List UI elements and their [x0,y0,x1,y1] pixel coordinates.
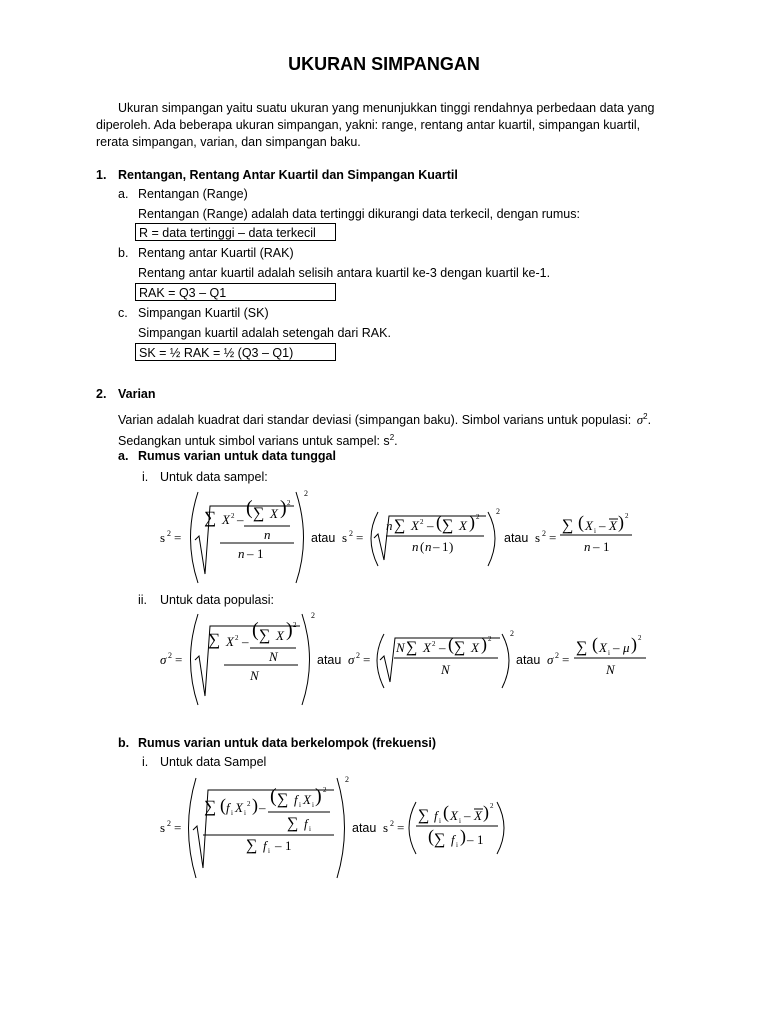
svg-text:i: i [231,809,233,817]
svg-text:atau: atau [504,531,529,545]
svg-text:): ) [618,512,624,532]
page-title: UKURAN SIMPANGAN [288,54,480,74]
svg-text:–: – [242,634,249,649]
svg-text:–: – [439,640,446,655]
svg-text:i: i [439,817,441,825]
svg-text:(: ( [220,795,226,815]
svg-text:2: 2 [235,634,239,642]
svg-text:N: N [606,662,615,677]
svg-text:∑: ∑ [277,791,289,808]
section2-heading: Varian [118,387,156,401]
svg-text:(: ( [420,539,425,554]
svg-text:2: 2 [167,529,171,538]
sub-a-ii-numeral: ii. [138,593,148,607]
formula-population-variance [0,608,768,708]
svg-text:i: i [244,809,246,817]
item-b-letter: b. [118,246,129,260]
svg-text:∑: ∑ [287,815,299,832]
svg-text:i: i [299,801,301,809]
svg-text:X: X [471,640,479,655]
item-c-letter: c. [118,306,128,320]
svg-text:2: 2 [625,512,629,520]
svg-text:=: = [549,530,557,545]
sub-b-letter: b. [118,736,130,750]
svg-text:2: 2 [167,819,171,828]
item-c-desc: Simpangan kuartil adalah setengah dari RAK. [138,326,391,340]
svg-text:X: X [270,506,278,521]
svg-text:2: 2 [231,512,235,520]
svg-text:2: 2 [555,651,559,660]
svg-text:X: X [585,518,593,533]
item-c-title: Simpangan Kuartil (SK) [138,306,269,320]
svg-text:2: 2 [542,529,546,538]
formula-grouped-sample-variance [0,772,768,882]
svg-text:∑: ∑ [434,831,446,848]
svg-text:s: s [535,530,541,545]
rak-formula-box: RAK = Q3 – Q1 [135,283,336,301]
svg-text:2: 2 [490,802,494,810]
svg-text:=: = [175,652,183,667]
svg-text:(: ( [443,802,449,822]
svg-text:X: X [411,518,419,533]
svg-text:X: X [222,512,230,527]
svg-text:N: N [396,640,405,655]
svg-text:1: 1 [477,832,484,847]
item-b-desc: Rentang antar kuartil adalah selisih antara kuartil ke-3 dengan kuartil ke-1. [138,266,551,280]
svg-text:n: n [584,539,591,554]
svg-text:): ) [252,795,258,815]
svg-text:f: f [263,838,267,853]
svg-text:–: – [247,546,254,561]
sub-a-i-numeral: i. [142,470,149,484]
svg-text:atau: atau [516,653,541,667]
svg-text:X: X [423,640,431,655]
intro-line-3: rerata simpangan, varian, dan simpangan baku. [96,135,361,149]
svg-text:i: i [268,847,270,855]
svg-text:(: ( [428,826,434,846]
svg-text:2: 2 [293,621,297,629]
section1-number: 1. [96,168,107,182]
svg-text:s: s [383,820,389,835]
intro-line-1: Ukuran simpangan yaitu suatu ukuran yang menunjukkan tinggi rendahnya perbedaan data yang [118,101,655,115]
svg-text:1: 1 [285,838,292,853]
svg-text:2: 2 [345,775,349,784]
svg-text:(: ( [592,634,598,654]
svg-text:1: 1 [442,539,449,554]
svg-text:–: – [593,539,600,554]
sub-a-i-label: Untuk data sampel: [160,470,268,484]
svg-text:X: X [276,628,284,643]
svg-text:X: X [459,518,467,533]
svg-text:2: 2 [496,507,500,516]
svg-text:i: i [312,801,314,809]
svg-text:atau: atau [311,531,336,545]
svg-text:2: 2 [323,786,327,794]
svg-text:1: 1 [603,539,610,554]
svg-text:N: N [250,668,259,683]
svg-text:): ) [483,802,489,822]
svg-text:n: n [386,518,393,533]
svg-text:f: f [226,800,230,815]
svg-text:(: ( [578,512,584,532]
svg-text:∑: ∑ [208,630,221,649]
svg-text:∑: ∑ [259,627,271,644]
svg-text:=: = [562,652,570,667]
svg-text:): ) [449,539,454,554]
svg-text:=: = [397,820,405,835]
svg-text:∑: ∑ [418,807,430,824]
svg-text:X: X [609,518,617,533]
svg-text:2: 2 [247,800,251,808]
svg-text:2: 2 [349,529,353,538]
varian-desc-2: Sedangkan untuk simbol varians untuk sampel: $s^2$. [118,433,398,449]
range-formula-box: R = data tertinggi – data terkecil [135,223,336,241]
svg-text:σ: σ [348,652,355,667]
svg-text:=: = [174,820,182,835]
svg-text:i: i [309,825,311,833]
item-b-title: Rentang antar Kuartil (RAK) [138,246,294,260]
svg-text:∑: ∑ [442,517,454,534]
svg-text:): ) [280,497,287,519]
svg-text:σ: σ [160,652,167,667]
svg-text:2: 2 [476,513,480,521]
svg-text:atau: atau [317,653,342,667]
sub-a-letter: a. [118,449,129,463]
svg-text:–: – [433,539,440,554]
sub-b-i-numeral: i. [142,755,149,769]
svg-text:2: 2 [311,611,315,620]
svg-text:=: = [356,530,364,545]
svg-text:2: 2 [420,518,424,526]
svg-text:f: f [451,832,455,847]
svg-text:2: 2 [390,819,394,828]
svg-text:f: f [304,816,308,831]
svg-text:X: X [474,808,482,823]
svg-text:): ) [286,619,293,641]
svg-text:N: N [441,662,450,677]
svg-text:N: N [269,649,278,664]
svg-text:∑: ∑ [253,505,265,522]
formula-sample-variance [0,488,768,588]
sub-b-i-label: Untuk data Sampel [160,755,267,769]
svg-text:∑: ∑ [406,639,418,656]
svg-text:(: ( [436,512,442,532]
svg-text:(: ( [448,634,454,654]
svg-text:=: = [174,530,182,545]
item-a-desc: Rentangan (Range) adalah data tertinggi dikurangi data terkecil, dengan rumus: [138,207,580,221]
svg-text:X: X [235,800,243,815]
svg-text:–: – [464,808,471,823]
svg-text:X: X [450,808,458,823]
svg-text:=: = [363,652,371,667]
svg-text:∑: ∑ [394,517,406,534]
item-a-title: Rentangan (Range) [138,187,248,201]
varian-desc-1: Varian adalah kuadrat dari standar deviasi (simpangan baku). Simbol varians untuk populasi: $\sigma^2$. [118,412,652,428]
svg-text:∑: ∑ [576,639,588,656]
svg-text:): ) [481,634,487,654]
svg-text:μ: μ [623,640,630,655]
svg-text:f: f [294,792,298,807]
svg-text:2: 2 [287,499,291,507]
svg-text:2: 2 [638,634,642,642]
svg-text:f: f [434,808,438,823]
sub-b-heading: Rumus varian untuk data berkelompok (frekuensi) [138,736,436,750]
sub-a-heading: Rumus varian untuk data tunggal [138,449,336,463]
section2-number: 2. [96,387,107,401]
svg-text:i: i [456,841,458,849]
svg-text:): ) [469,512,475,532]
svg-text:X: X [303,792,311,807]
svg-text:∑: ∑ [204,797,217,816]
svg-text:(: ( [246,497,253,519]
svg-text:–: – [613,640,620,655]
svg-text:1: 1 [257,546,264,561]
svg-text:(: ( [270,785,277,807]
svg-text:atau: atau [352,821,377,835]
svg-text:n: n [264,527,271,542]
svg-text:): ) [631,634,637,654]
svg-text:i: i [594,527,596,535]
svg-text:s: s [160,820,166,835]
svg-text:2: 2 [488,635,492,643]
svg-text:): ) [315,785,322,807]
svg-text:X: X [226,634,234,649]
svg-text:–: – [237,512,244,527]
sk-formula-box: SK = ½ RAK = ½ (Q3 – Q1) [135,343,336,361]
svg-text:–: – [467,832,474,847]
svg-text:): ) [460,826,466,846]
section1-heading: Rentangan, Rentang Antar Kuartil dan Simpangan Kuartil [118,168,458,182]
svg-text:2: 2 [356,651,360,660]
svg-text:s: s [160,530,166,545]
svg-text:–: – [599,518,606,533]
svg-text:∑: ∑ [454,639,466,656]
svg-text:2: 2 [432,640,436,648]
svg-text:(: ( [252,619,259,641]
svg-text:–: – [427,518,434,533]
svg-text:n: n [425,539,432,554]
svg-text:i: i [459,817,461,825]
svg-text:σ: σ [547,652,554,667]
svg-text:–: – [259,800,266,815]
svg-text:2: 2 [168,651,172,660]
sub-a-ii-label: Untuk data populasi: [160,593,274,607]
svg-text:X: X [599,640,607,655]
svg-text:∑: ∑ [246,837,258,854]
intro-line-2: diperoleh. Ada beberapa ukuran simpangan, yakni: range, rentang antar kuartil, simpangan kuartil, [96,118,641,132]
svg-text:n: n [238,546,245,561]
svg-text:∑: ∑ [204,508,217,527]
svg-text:2: 2 [510,629,514,638]
svg-text:∑: ∑ [562,517,574,534]
svg-text:s: s [342,530,348,545]
item-a-letter: a. [118,187,129,201]
svg-text:i: i [608,649,610,657]
svg-text:n: n [412,539,419,554]
svg-text:–: – [275,838,282,853]
svg-text:2: 2 [304,489,308,498]
